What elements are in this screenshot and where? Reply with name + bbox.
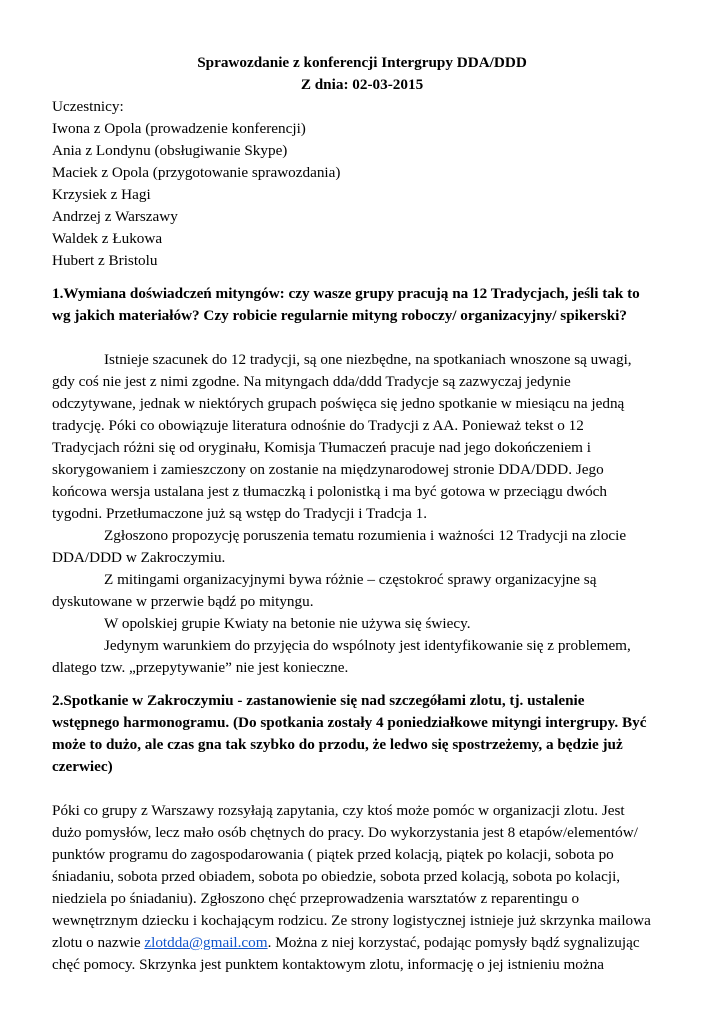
participant-item: Waldek z Łukowa (52, 230, 163, 247)
email-link[interactable]: zlotdda@gmail.com (144, 934, 268, 951)
email-line-after: . Można z niej korzystać, podając pomysły bądź sygnalizując (267, 934, 640, 951)
section2-line: wewnętrznym dziecku i kochającym rodzicu. Ze strony logistycznej istnieje już skrzynka mailowa (52, 912, 651, 929)
section1-line: Tradycjach różni się od oryginału, Komisja Tłumaczeń pracuje nad jego dokończeniem i (52, 439, 591, 456)
section2-heading: 2.Spotkanie w Zakroczymiu - zastanowienie się nad szczegółami zlotu, tj. ustalenie (52, 692, 585, 709)
section2-line: dużo pomysłów, lecz mało osób chętnych do pracy. Do wykorzystania jest 8 etapów/elementów/ (52, 824, 638, 841)
document-date: Z dnia: 02-03-2015 (300, 76, 424, 93)
section2-heading: czerwiec) (52, 758, 113, 775)
section1-line: W opolskiej grupie Kwiaty na betonie nie używa się świecy. (104, 615, 471, 632)
section2-heading: może to dużo, ale czas gna tak szybko do przodu, że ledwo się spostrzeżemy, a będzie już (52, 736, 623, 753)
section1-line: końcowa wersja ustalana jest z tłumaczką i polonistką i ma być gotowa w przeciągu dwóch (52, 483, 608, 500)
section1-line: Z mitingami organizacyjnymi bywa różnie – częstokroć sprawy organizacyjne są (104, 571, 597, 588)
section1-line: gdy coś nie jest z nimi zgodne. Na mityngach dda/ddd Tradycje są zazwyczaj jedynie (52, 373, 571, 390)
section2-heading: wstępnego harmonogramu. (Do spotkania zostały 4 poniedziałkowe mityngi intergrupy. Być (52, 714, 647, 731)
section2-line: niedziela po śniadaniu). Zgłoszono chęć przeprowadzenia warsztatów z reparentingu o (52, 890, 580, 907)
participant-item: Andrzej z Warszawy (52, 208, 178, 225)
section1-line: dlatego tzw. „przepytywanie” nie jest konieczne. (52, 659, 349, 676)
section2-line: punktów programu do zagospodarowania ( piątek przed kolacją, piątek po kolacji, sobota po (52, 846, 614, 863)
section1-line: Istnieje szacunek do 12 tradycji, są one niezbędne, na spotkaniach wnoszone są uwagi, (104, 351, 632, 368)
section2-line: śniadaniu, sobota przed obiadem, sobota po obiedzie, sobota przed kolacją, sobota po kolacji, (52, 868, 621, 885)
section1-line: tradycję. Póki co obowiązuje literatura odnośnie do Tradycji z AA. Ponieważ tekst o 12 (52, 417, 584, 434)
document-title: Sprawozdanie z konferencji Intergrupy DDA/DDD (197, 54, 527, 71)
participants-label: Uczestnicy: (52, 98, 124, 115)
section2-line: chęć pomocy. Skrzynka jest punktem kontaktowym zlotu, informację o jej istnieniu można (52, 956, 604, 973)
section1-line: Zgłoszono propozycję poruszenia tematu rozumienia i ważności 12 Tradycji na zlocie (104, 527, 627, 544)
participant-item: Ania z Londynu (obsługiwanie Skype) (52, 142, 288, 159)
email-line-before: zlotu o nazwie (52, 934, 145, 951)
section1-line: odczytywane, jednak w niektórych grupach poświęca się jedno spotkanie w miesiącu na jedną (52, 395, 625, 412)
participant-item: Maciek z Opola (przygotowanie sprawozdania) (52, 164, 341, 181)
section1-line: tygodni. Przetłumaczone już są wstęp do Tradycji i Tradcja 1. (52, 505, 427, 522)
section1-line: DDA/DDD w Zakroczymiu. (52, 549, 226, 566)
section1-line: skorygowaniem i zamieszczony on zostanie na międzynarodowej stronie DDA/DDD. Jego (52, 461, 604, 478)
section1-heading: 1.Wymiana doświadczeń mityngów: czy wasze grupy pracują na 12 Tradycjach, jeśli tak to (52, 285, 640, 302)
participant-item: Hubert z Bristolu (52, 252, 158, 269)
section1-line: dyskutowane w przerwie bądź po mityngu. (52, 593, 314, 610)
participant-item: Iwona z Opola (prowadzenie konferencji) (52, 120, 306, 137)
section1-heading: wg jakich materiałów? Czy robicie regularnie mityng roboczy/ organizacyjny/ spikerski? (52, 307, 627, 324)
section2-email-line (52, 932, 640, 954)
participant-item: Krzysiek z Hagi (52, 186, 151, 203)
section2-line: Póki co grupy z Warszawy rozsyłają zapytania, czy ktoś może pomóc w organizacji zlotu. Jest (52, 802, 625, 819)
section1-line: Jedynym warunkiem do przyjęcia do wspólnoty jest identyfikowanie się z problemem, (104, 637, 631, 654)
